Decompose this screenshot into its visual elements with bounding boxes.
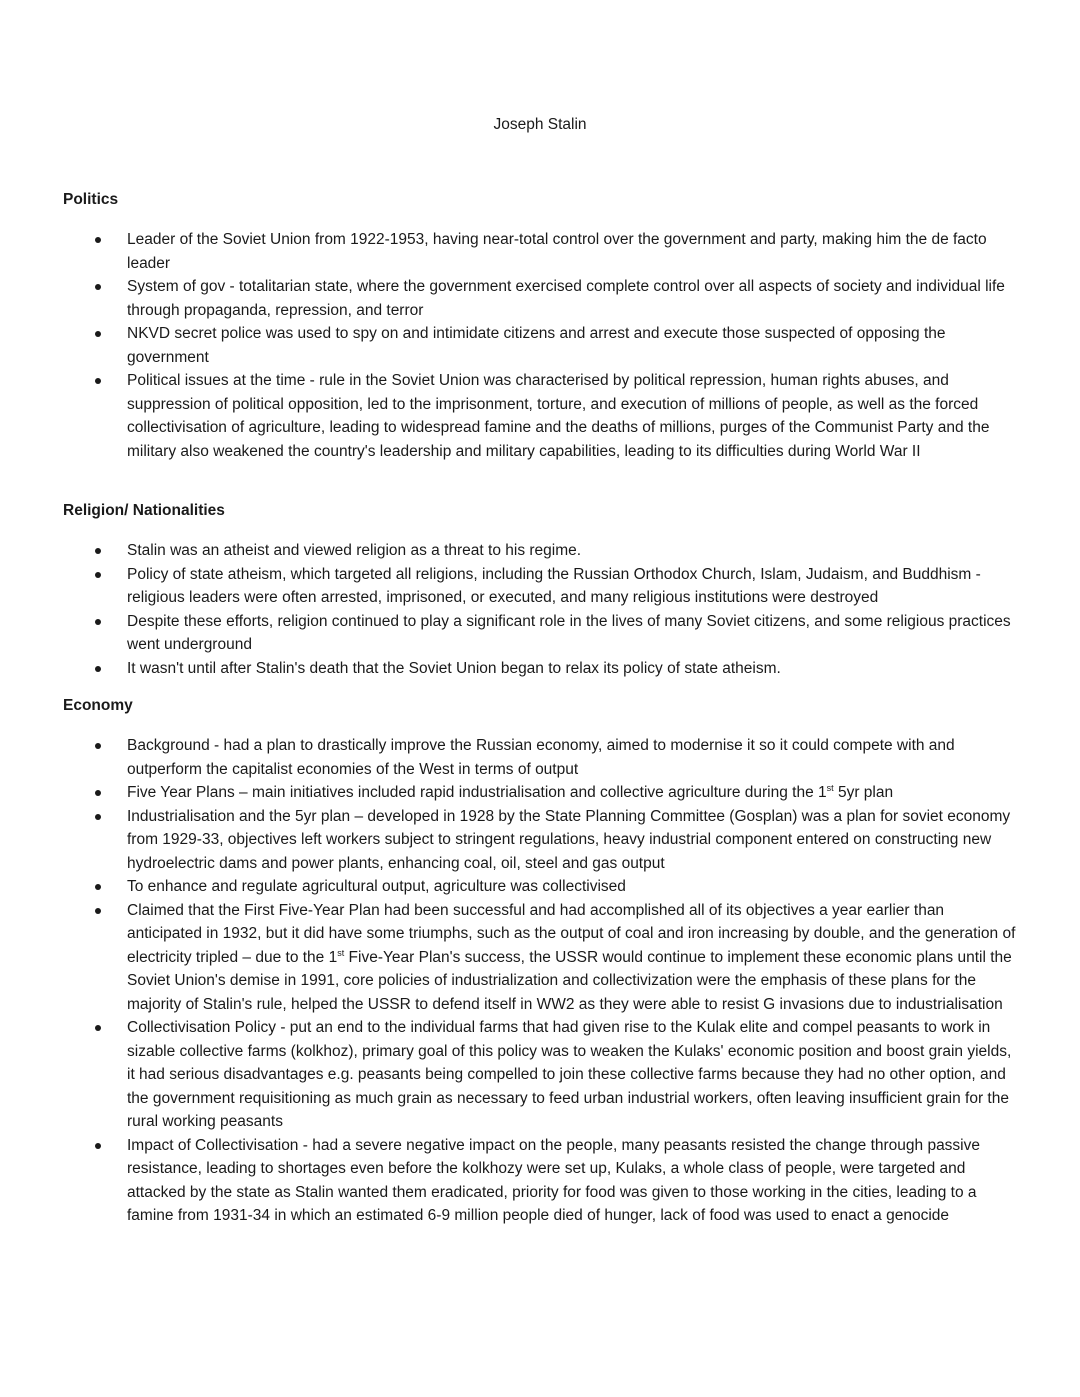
list-item (63, 228, 1023, 275)
bullet-icon (95, 884, 101, 890)
bullet-icon (95, 548, 101, 554)
section-heading: Religion/ Nationalities (63, 502, 225, 519)
bullet-icon (95, 1143, 101, 1149)
list-item-text: NKVD secret police was used to spy on and intimidate citizens and arrest and execute those suspected of opposing the government (127, 325, 946, 366)
section-heading: Economy (63, 697, 133, 714)
list-item-text: To enhance and regulate agricultural output, agriculture was collectivised (127, 878, 626, 895)
bullet-list (63, 734, 1023, 1228)
bullet-list (63, 539, 1023, 680)
list-item (63, 875, 1023, 899)
list-item (63, 369, 1023, 463)
bullet-icon (95, 237, 101, 243)
bullet-icon (95, 378, 101, 384)
list-item-text: Political issues at the time - rule in the Soviet Union was characterised by political repression, human rights abuses, and suppression of political opposition, led to the imprisonment, torture, and execution of millions of people, as well as the forced collectivisation of agriculture, leading to widespread famine and the deaths of millions, purges of the Communist Party and the military also weakened the country's leadership and military capabilities, leading to its difficulties during World War II (127, 372, 990, 460)
text-run: Claimed that the First Five-Year Plan had been successful and had accomplished all of its objectives a year earlier than anticipated in 1932, but it did have some triumphs, such as the output of coal and iron increasing by double, and the generation of electricity tripled – due to the 1 (127, 901, 1016, 966)
list-item-text: System of gov - totalitarian state, where the government exercised complete control over all aspects of society and individual life through propaganda, repression, and terror (127, 278, 1005, 319)
list-item (63, 563, 1023, 610)
list-item-text (127, 902, 1015, 1013)
bullet-icon (95, 814, 101, 820)
bullet-icon (95, 743, 101, 749)
list-item-text (127, 784, 893, 801)
text-run: Five Year Plans – main initiatives included rapid industrialisation and collective agriculture during the 1 (127, 784, 827, 801)
list-item (63, 1134, 1023, 1228)
list-item-text: Collectivisation Policy - put an end to the individual farms that had given rise to the Kulak elite and compel peasants to work in sizable collective farms (kolkhoz), primary goal of this policy was to weaken the Kulaks' economic position and boost grain yields, it had serious disadvantages e.g. peasants being compelled to join these collective farms because they had no other option, and the government requisitioning as much grain as necessary to feed urban industrial workers, often leaving insufficient grain for the rural working peasants (127, 1019, 1012, 1130)
bullet-icon (95, 666, 101, 672)
list-item (63, 734, 1023, 781)
ordinal-suffix: st (337, 947, 345, 958)
bullet-icon (95, 572, 101, 578)
list-item-text: Policy of state atheism, which targeted all religions, including the Russian Orthodox Church, Islam, Judaism, and Buddhism - religious leaders were often arrested, imprisoned, or executed, and many religious institutions were destroyed (127, 565, 981, 606)
section-economy (63, 696, 1023, 1228)
list-item-text: Background - had a plan to drastically improve the Russian economy, aimed to modernise it so it could compete with and outperform the capitalist economies of the West in terms of output (127, 737, 955, 778)
list-item (63, 1016, 1023, 1134)
list-item (63, 275, 1023, 322)
bullet-icon (95, 908, 101, 914)
list-item (63, 322, 1023, 369)
ordinal-suffix: st (826, 783, 834, 793)
text-run: 5yr plan (833, 784, 894, 801)
list-item (63, 539, 1023, 563)
section-politics (63, 190, 1023, 463)
list-item (63, 781, 1023, 805)
section-religion-nationalities (63, 501, 1023, 680)
bullet-icon (95, 1025, 101, 1031)
list-item-text: It wasn't until after Stalin's death that the Soviet Union began to relax its policy of state atheism. (127, 659, 781, 677)
bullet-list (63, 228, 1023, 463)
bullet-icon (95, 284, 101, 290)
list-item-text: Industrialisation and the 5yr plan – developed in 1928 by the State Planning Committee (Gosplan) was a plan for soviet economy from 1929-33, objectives left workers subject to stringent regulations, heavy industrial component entered on constructing new hydroelectric dams and power plants, enhancing coal, oil, steel and gas output (127, 807, 1011, 872)
bullet-icon (95, 619, 101, 625)
list-item (63, 657, 1023, 681)
list-item-text: Despite these efforts, religion continued to play a significant role in the lives of many Soviet citizens, and some religious practices went underground (127, 612, 1011, 653)
section-heading: Politics (63, 191, 119, 208)
list-item (63, 805, 1023, 876)
list-item-text: Stalin was an atheist and viewed religion as a threat to his regime. (127, 542, 582, 559)
list-item (63, 899, 1023, 1017)
list-item-text: Impact of Collectivisation - had a severe negative impact on the people, many peasants resisted the change through passive resistance, leading to shortages even before the kolkhozy were set up, Kulaks, a whole class of people, were targeted and attacked by the state as Stalin wanted them eradicated, priority for food was given to those working in the cities, leading to a famine from 1931-34 in which an estimated 6-9 million people died of hunger, lack of food was used to enact a genocide (127, 1136, 980, 1224)
bullet-icon (95, 331, 101, 337)
list-item (63, 610, 1023, 657)
text-run: Five-Year Plan's success, the USSR would continue to implement these economic plans until the Soviet Union's demise in 1991, core policies of industrialization and collectivization were the emphasis of these plans for the majority of Stalin's rule, helped the USSR to defend itself in WW2 as they were able to resist G invasions due to industrialisation (127, 948, 1012, 1013)
bullet-icon (95, 790, 101, 796)
list-item-text: Leader of the Soviet Union from 1922-1953, having near-total control over the government and party, making him the de facto leader (127, 231, 987, 272)
document-title: Joseph Stalin (493, 116, 587, 133)
